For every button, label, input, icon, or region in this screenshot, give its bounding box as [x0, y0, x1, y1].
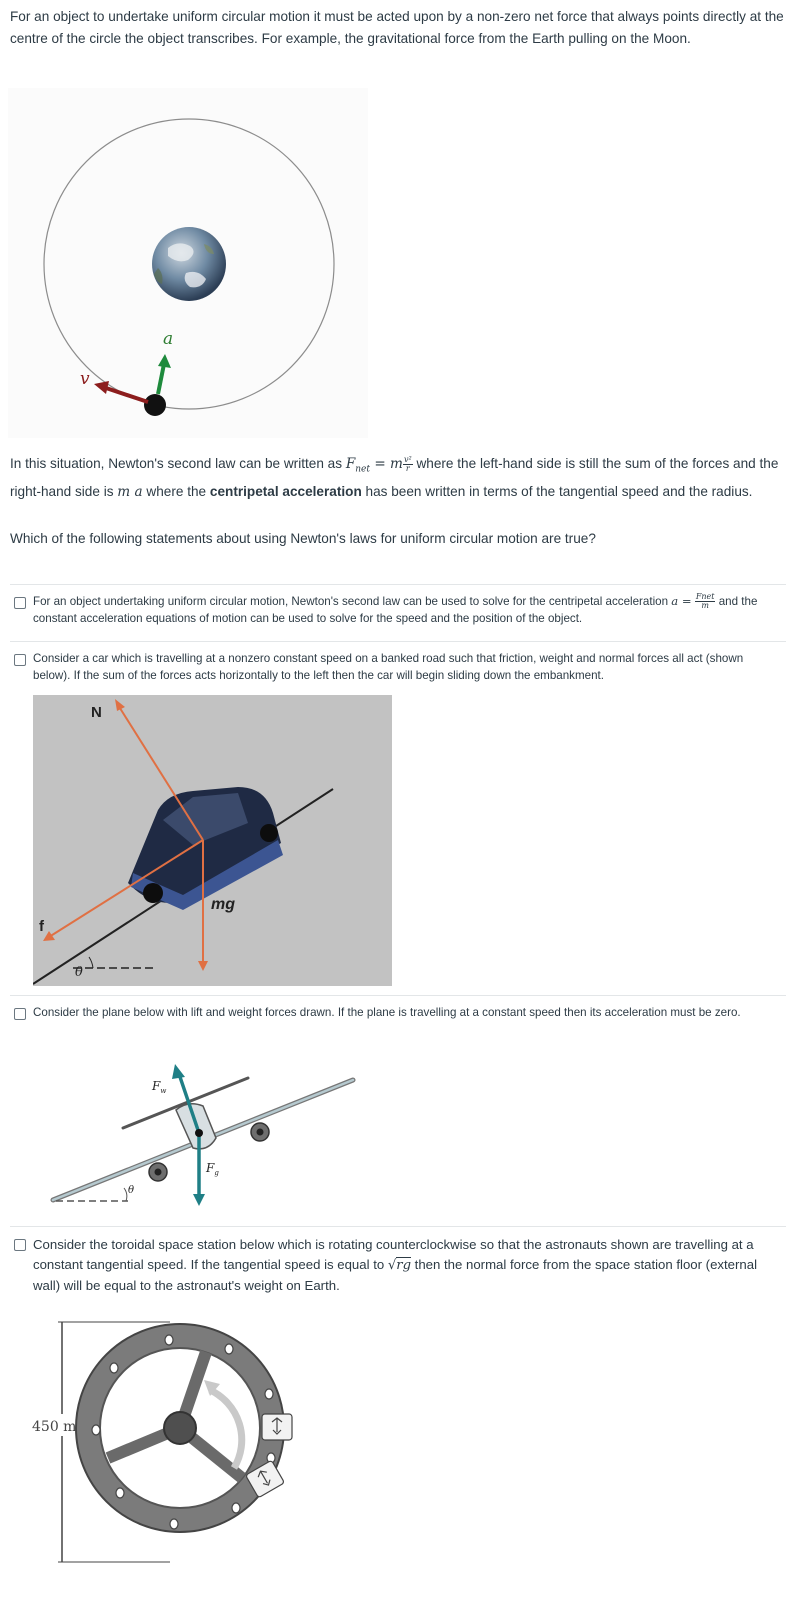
checkbox-1[interactable]: [14, 597, 26, 609]
orbit-figure: [8, 88, 368, 438]
label-theta: θ: [75, 965, 83, 980]
space-station-figure: [28, 1318, 308, 1566]
label-theta: θ: [128, 1185, 135, 1196]
checkbox-3[interactable]: [14, 1008, 26, 1020]
answer-option-1[interactable]: [10, 584, 786, 641]
question-text: Which of the following statements about using Newton's laws for uniform circular motion are true?: [10, 531, 596, 546]
earth-icon: [152, 227, 226, 301]
newton-paragraph: In this situation, Newton's second law can be written as $F_{net} = m$ $\frac{\text{v²}}{r}$ where the left-hand side is still the sum of the forces and the right-hand side is m a where the centripetal acceleration has been written in terms of the tangential speed and the radius.: [10, 454, 779, 500]
intro-paragraph: For an object to undertake uniform circular motion it must be acted upon by a non-zero net force that always points directly at the centre of the circle the object transcribes. For example, the gravitational force from the Earth pulling on the Moon.: [10, 9, 784, 46]
answer-option-3[interactable]: [10, 995, 786, 1042]
plane-figure: [48, 1060, 358, 1210]
option-2-text: Consider a car which is travelling at a nonzero constant speed on a banked road such that friction, weight and normal forces all act (shown below). If the sum of the forces acts horizontally to the left then the car will begin sliding down the embankment.: [33, 652, 744, 682]
option-1-text: For an object undertaking uniform circular motion, Newton's second law can be used to solve for the centripetal acceleration a = $\frac{\text{Fnet}}{m}$ and the constant acceleration equations of motion can be used to solve for the speed and the position of the object.: [33, 592, 758, 626]
option-3-text: Consider the plane below with lift and weight forces drawn. If the plane is travelling at a constant speed then its acceleration must be zero.: [33, 1006, 741, 1019]
station-hub: [164, 1412, 196, 1444]
option-4-text: Consider the toroidal space station below which is rotating counterclockwise so that the astronauts shown are travelling at a constant tangential speed. If the tangential speed is equal to √rg then the normal force from the space station floor (external wall) will be equal to the astronaut's weight on Earth.: [33, 1237, 757, 1293]
banked-car-figure: [33, 695, 392, 986]
label-diameter: 450 m: [32, 1419, 77, 1435]
label-fg: $F_g$: [206, 1161, 219, 1177]
v2-over-r-fraction: $\frac{\text{v²}}{r}$: [403, 454, 412, 473]
label-n: N: [91, 704, 102, 721]
checkbox-4[interactable]: [14, 1239, 26, 1251]
label-v: v: [80, 369, 90, 389]
moon-icon: [144, 394, 166, 416]
answer-option-2[interactable]: [10, 641, 786, 688]
label-a: a: [163, 329, 174, 349]
sqrt-rg: √rg: [387, 1258, 412, 1273]
label-mg: mg: [211, 896, 235, 913]
label-fw: $F_w$: [152, 1079, 167, 1095]
checkbox-2[interactable]: [14, 654, 26, 666]
answer-option-4[interactable]: [10, 1226, 786, 1293]
net-force-symbol: $F_{net} = m$: [345, 456, 403, 475]
label-f: f: [39, 918, 44, 935]
